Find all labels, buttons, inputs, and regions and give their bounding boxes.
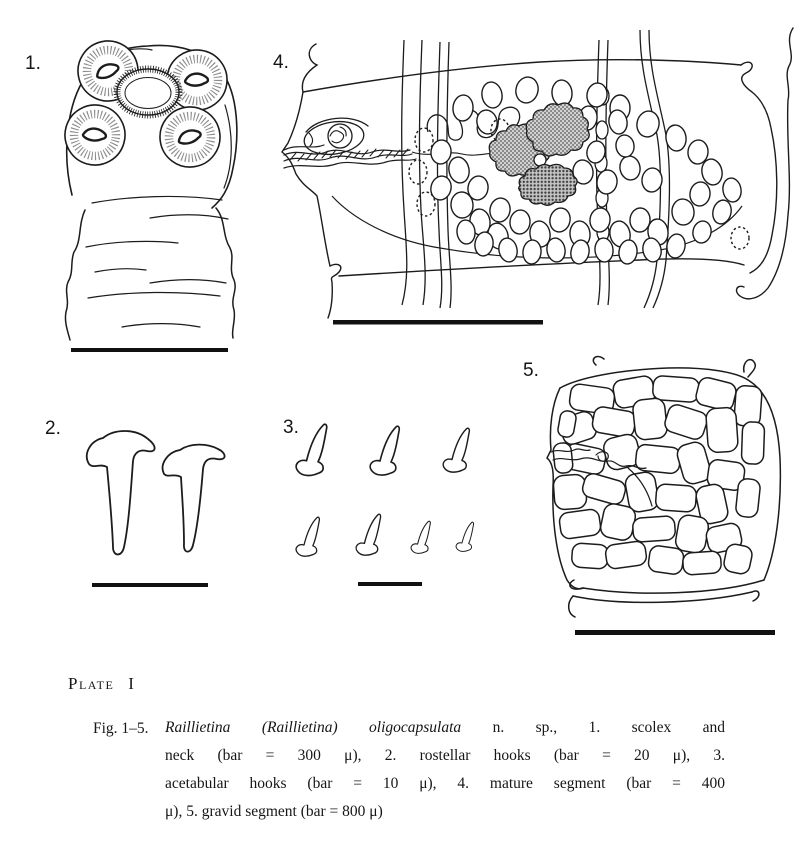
fig5-number: 5. [523, 360, 539, 381]
egg-capsules [552, 375, 764, 576]
acetabular-hook-7 [456, 522, 473, 551]
cirrus-pouch [302, 118, 368, 158]
acetabular-hook-2 [370, 426, 399, 475]
acetabular-hook-1 [296, 424, 327, 475]
fig4-mature-segment-drawing [265, 22, 804, 340]
caption-line-1-rest: n. sp., 1. scolex and [461, 719, 725, 736]
caption-line-3: acetabular hooks (bar = 10 μ), 4. mature segment (bar = 400 [165, 775, 725, 792]
caption-line-1 [165, 714, 725, 742]
fig1-scolex-drawing [0, 30, 260, 365]
rostellar-hook-1 [87, 431, 155, 555]
rostellar-hooks [87, 431, 225, 555]
rostellum [117, 69, 179, 115]
fig2-number: 2. [45, 418, 61, 439]
fig4-scale-bar [333, 320, 543, 325]
fig2-rostellar-hooks-drawing [60, 415, 240, 595]
species-name: Raillietina (Raillietina) oligocapsulata [165, 719, 462, 736]
acetabular-hook-4 [296, 517, 319, 556]
plate-word: Plate [68, 674, 115, 693]
fig3-acetabular-hooks-drawing [280, 405, 490, 595]
vitellarium [519, 164, 577, 205]
caption-line-4: μ), 5. gravid segment (bar = 800 μ) [165, 803, 383, 820]
caption-line-2: neck (bar = 300 μ), 2. rostellar hooks (bar = 20 μ), 3. [165, 747, 725, 764]
fig1-scale-bar [71, 348, 228, 352]
fig4-number: 4. [273, 52, 289, 73]
fig5-scale-bar [575, 630, 775, 635]
sucker-bottom-left [58, 98, 131, 171]
caption-fig-label: Fig. 1–5. [93, 720, 149, 737]
sucker-bottom-right [156, 103, 224, 171]
fig5-gravid-segment-drawing [520, 345, 804, 645]
fig1-number: 1. [25, 53, 41, 74]
acetabular-hook-3 [443, 428, 469, 472]
fig3-scale-bar [358, 582, 422, 586]
plate-title [68, 674, 134, 694]
rostellar-hook-2 [163, 445, 225, 552]
acetabular-hooks [296, 424, 473, 556]
acetabular-hook-6 [411, 521, 430, 553]
fig3-number: 3. [283, 417, 299, 438]
acetabular-hook-5 [356, 514, 380, 555]
neck-outline [65, 196, 235, 340]
caption-text [165, 714, 725, 826]
testes [409, 75, 749, 266]
fig2-scale-bar [92, 583, 208, 587]
plate-numeral: I [128, 674, 134, 693]
